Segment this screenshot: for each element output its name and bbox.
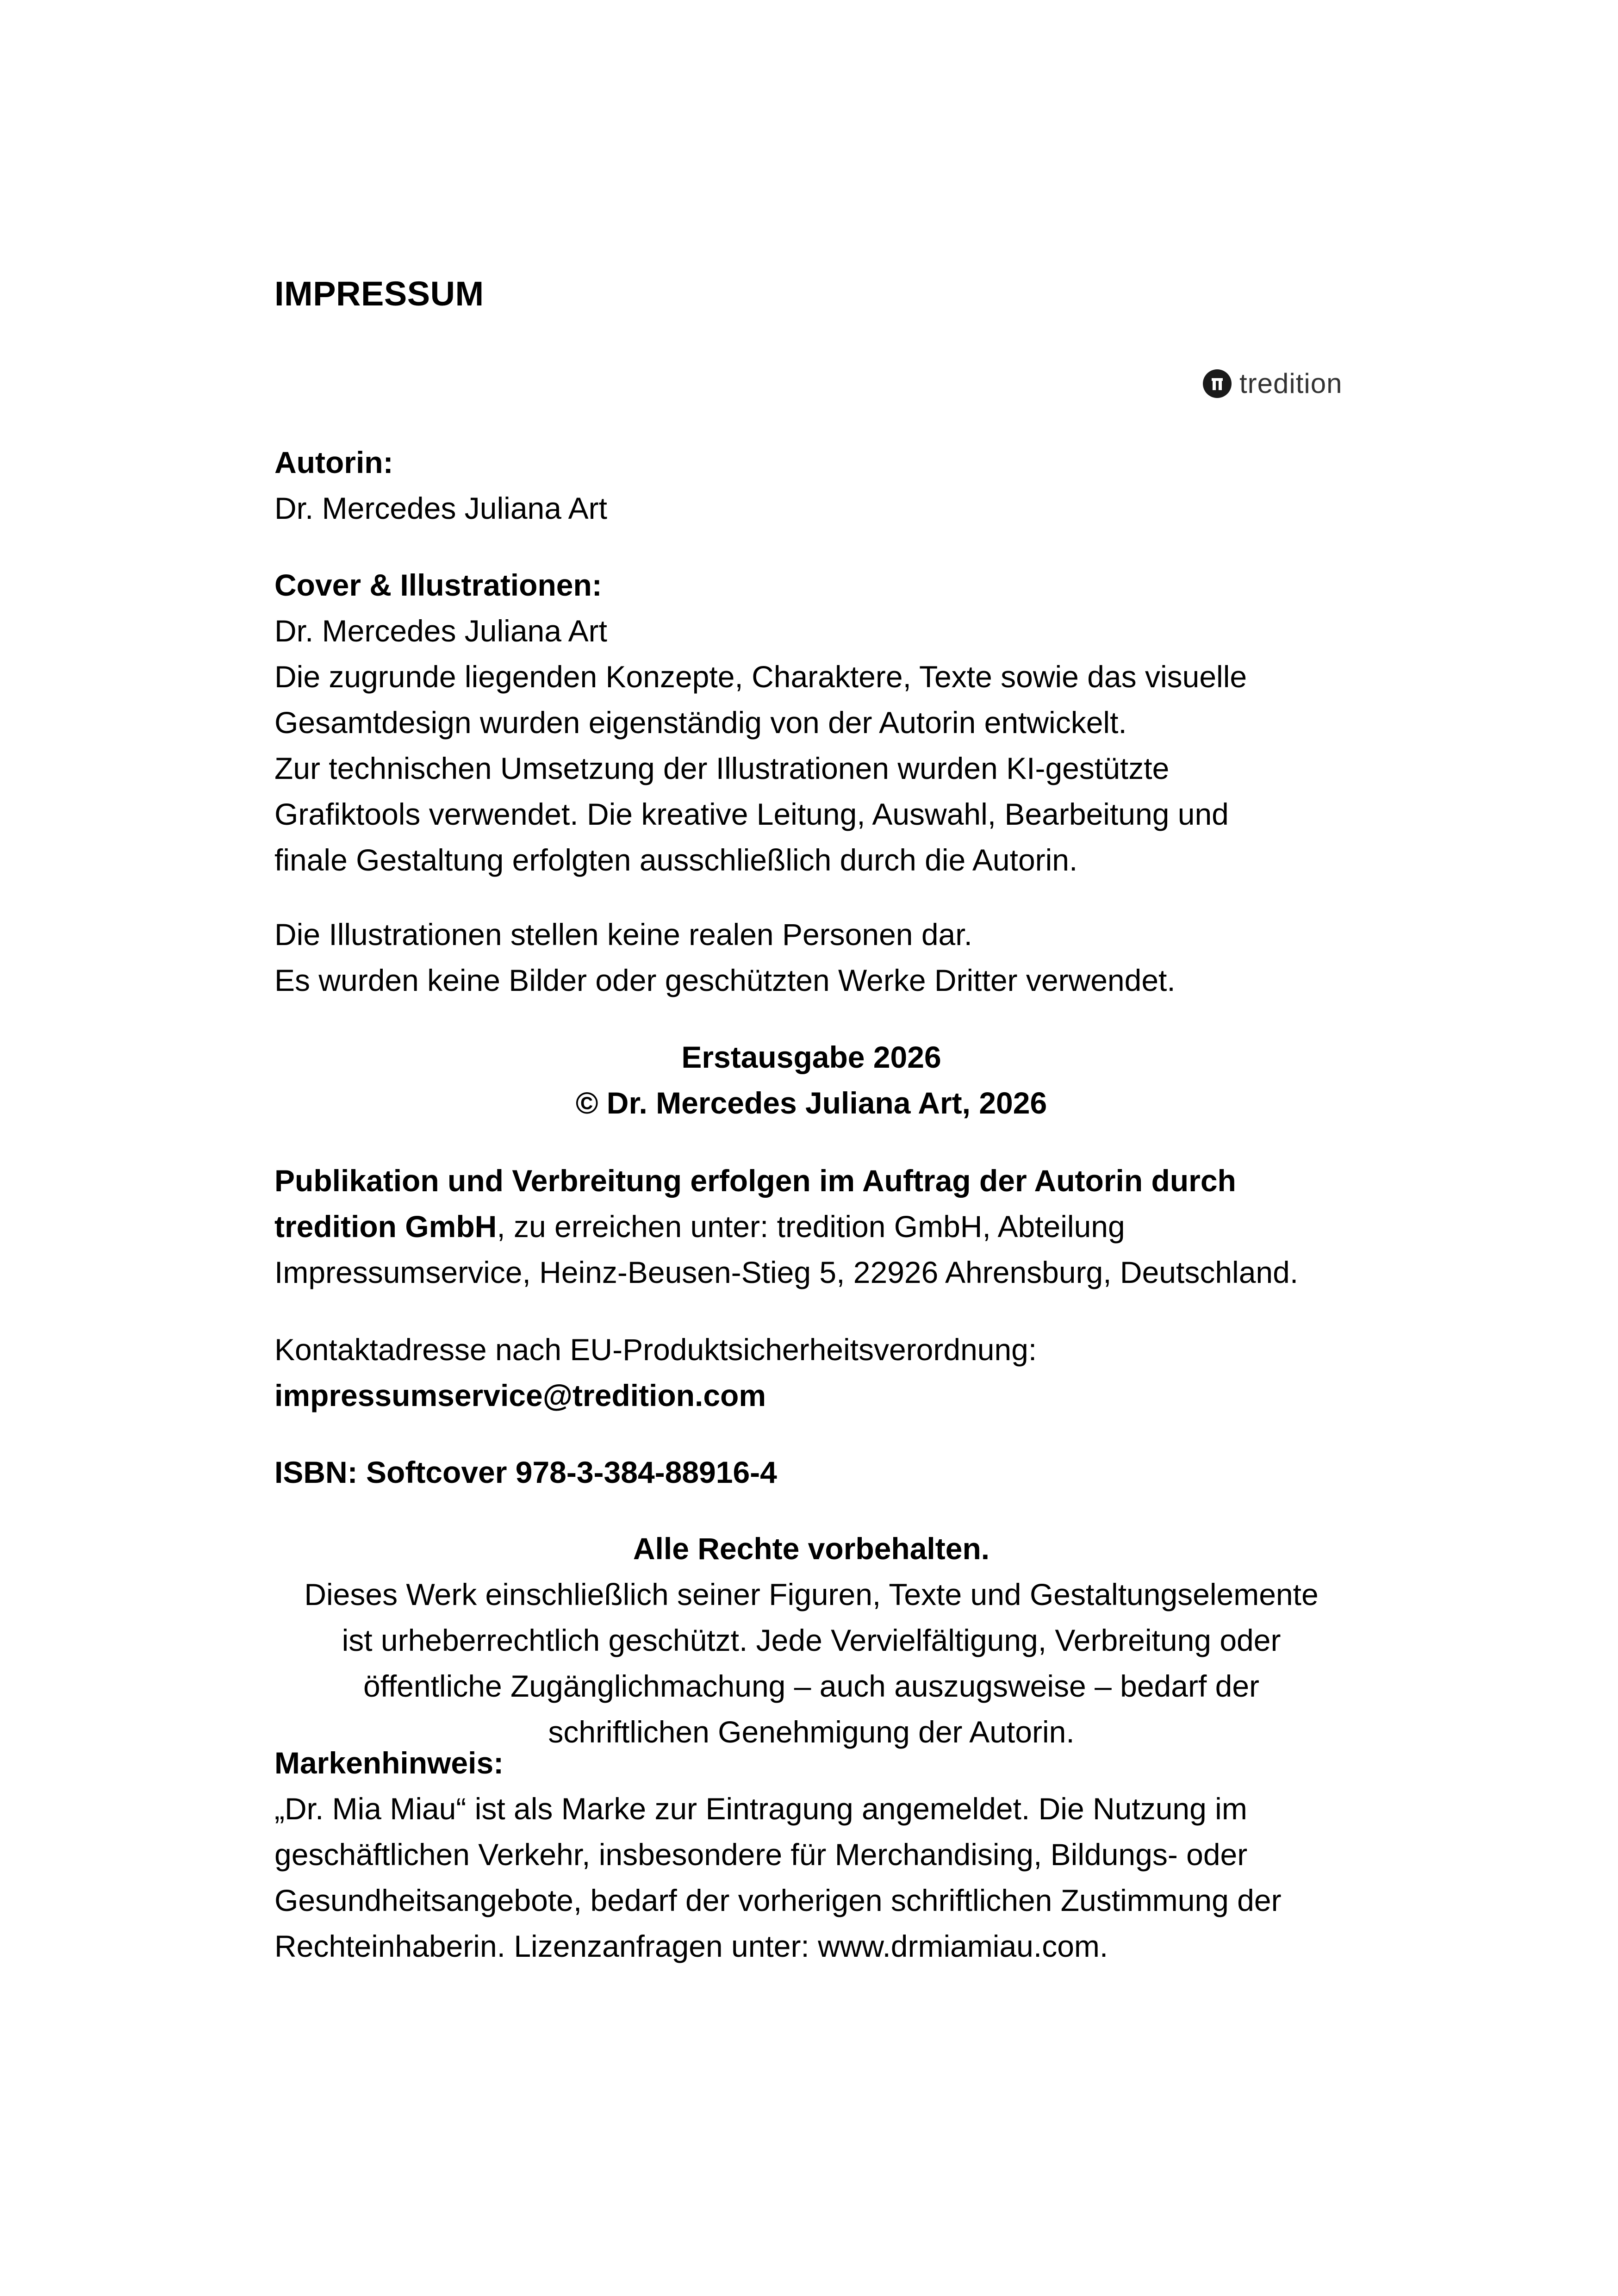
isbn-line: ISBN: Softcover 978-3-384-88916-4 — [274, 1455, 777, 1489]
rights-line: öffentliche Zugänglichmachung – auch auszugsweise – bedarf der — [363, 1669, 1260, 1703]
publication-line: Publikation und Verbreitung erfolgen im Auftrag der Autorin durch — [274, 1164, 1236, 1198]
edition-year: Erstausgabe 2026 — [681, 1040, 941, 1074]
rights-line: schriftlichen Genehmigung der Autorin. — [548, 1715, 1075, 1749]
cover-line: Gesamtdesign wurden eigenständig von der Autorin entwickelt. — [274, 705, 1127, 740]
cover-label: Cover & Illustrationen: — [274, 568, 602, 602]
rights-line: ist urheberrechtlich geschützt. Jede Vervielfältigung, Verbreitung oder — [342, 1623, 1281, 1657]
trademark-label: Markenhinweis: — [274, 1746, 504, 1780]
trademark-line: geschäftlichen Verkehr, insbesondere für Merchandising, Bildungs- oder — [274, 1837, 1248, 1872]
trademark-line: „Dr. Mia Miau“ ist als Marke zur Eintragung angemeldet. Die Nutzung im — [274, 1792, 1247, 1826]
publication-line — [274, 1204, 1385, 1250]
publication-address: Impressumservice, Heinz-Beusen-Stieg 5, 22926 Ahrensburg, Deutschland. — [274, 1255, 1299, 1289]
rights-title: Alle Rechte vorbehalten. — [633, 1531, 990, 1566]
author-label: Autorin: — [274, 445, 393, 479]
contact-email: impressumservice@tredition.com — [274, 1378, 766, 1412]
cover-line: Zur technischen Umsetzung der Illustrationen wurden KI-gestützte — [274, 751, 1170, 785]
publication-section — [274, 1158, 1385, 1295]
note-line: Es wurden keine Bilder oder geschützten Werke Dritter verwendet. — [274, 963, 1176, 997]
rights-line: Dieses Werk einschließlich seiner Figuren, Texte und Gestaltungselemente — [304, 1577, 1319, 1612]
trademark-line: Rechteinhaberin. Lizenzanfragen unter: www.drmiamiau.com. — [274, 1929, 1108, 1963]
tredition-logo-icon — [1202, 369, 1232, 398]
trademark-section — [274, 1740, 1385, 1969]
publisher-logo — [1202, 369, 1342, 398]
cover-line: Die zugrunde liegenden Konzepte, Charaktere, Texte sowie das visuelle — [274, 660, 1247, 694]
illustrations-note — [274, 912, 1385, 1003]
contact-section — [274, 1327, 1385, 1419]
cover-line: Grafiktools verwendet. Die kreative Leitung, Auswahl, Bearbeitung und — [274, 797, 1229, 831]
cover-section — [274, 562, 1385, 883]
edition-section — [274, 1034, 1348, 1126]
cover-line: Dr. Mercedes Juliana Art — [274, 614, 607, 648]
copyright-line: © Dr. Mercedes Juliana Art, 2026 — [575, 1086, 1047, 1120]
author-section — [274, 440, 1385, 531]
trademark-line: Gesundheitsangebote, bedarf der vorherigen schriftlichen Zustimmung der — [274, 1883, 1282, 1917]
author-name: Dr. Mercedes Juliana Art — [274, 491, 607, 525]
note-line: Die Illustrationen stellen keine realen Personen dar. — [274, 917, 972, 952]
publisher-name: tredition GmbH — [274, 1209, 497, 1244]
publication-text: , zu erreichen unter: tredition GmbH, Abteilung — [497, 1209, 1125, 1244]
page-title: IMPRESSUM — [274, 274, 484, 313]
logo-text: tredition — [1239, 368, 1343, 399]
rights-section — [274, 1526, 1348, 1755]
contact-label: Kontaktadresse nach EU-Produktsicherheitsverordnung: — [274, 1332, 1037, 1367]
isbn-section — [274, 1450, 1385, 1495]
cover-line: finale Gestaltung erfolgten ausschließlich durch die Autorin. — [274, 843, 1078, 877]
